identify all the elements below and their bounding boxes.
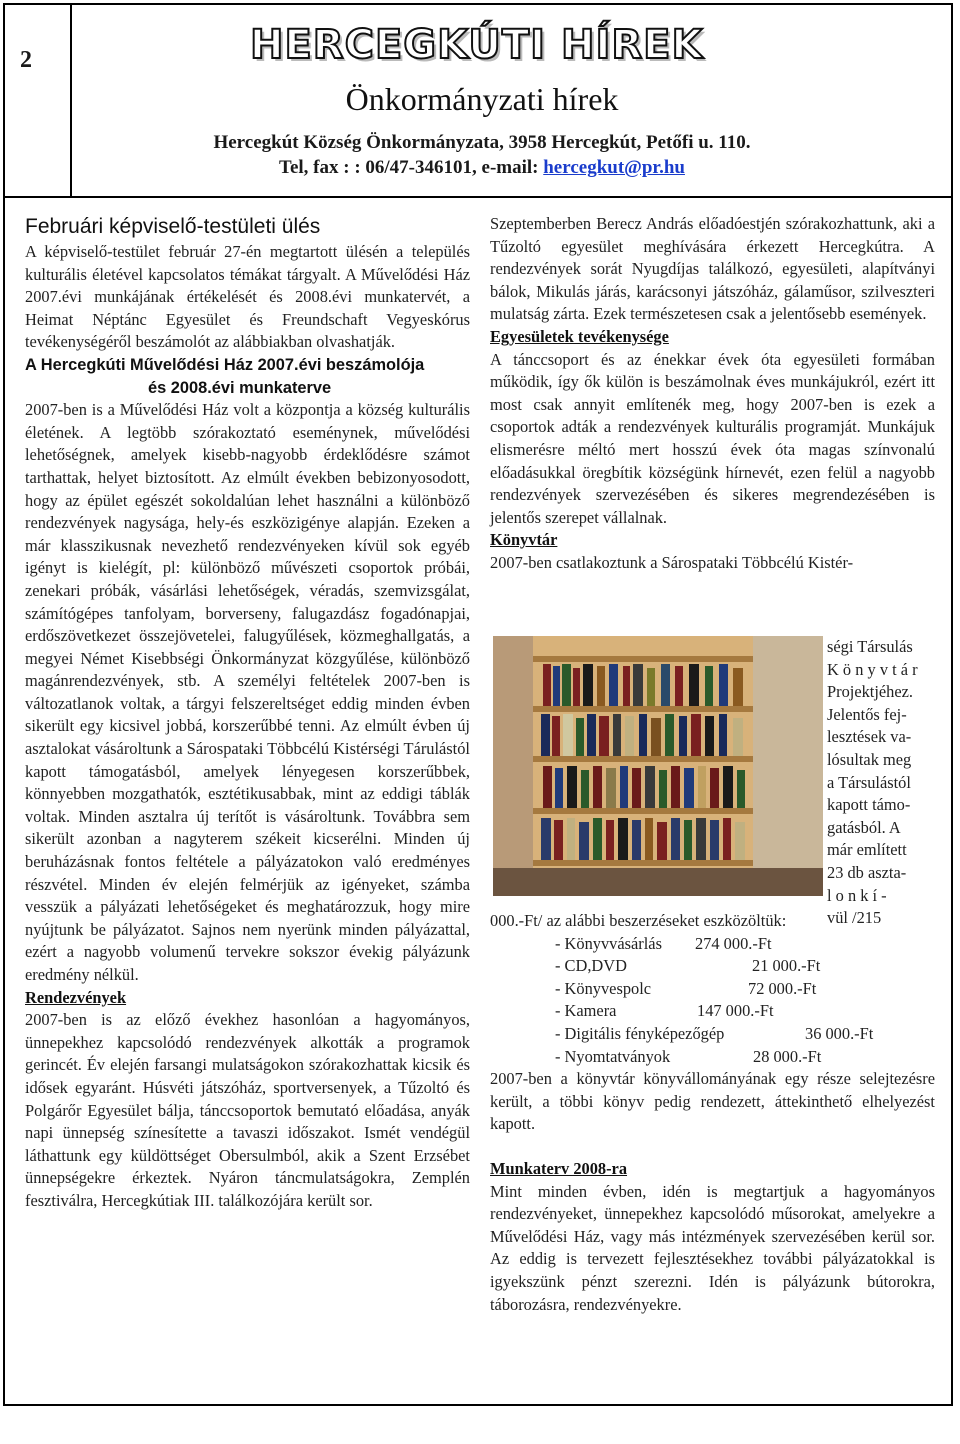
address-line: Hercegkút Község Önkormányzata, 3958 Hercegkút, Petőfi u. 110. bbox=[213, 132, 751, 153]
page-number: 2 bbox=[20, 47, 32, 73]
wrap-line: K ö n y v t á r bbox=[827, 659, 918, 679]
masthead-text: HERCEGKÚTI HÍREK bbox=[250, 22, 704, 68]
wrap-line: lesztések va- bbox=[827, 727, 912, 747]
plan-heading: Munkaterv 2008-ra bbox=[490, 1158, 628, 1178]
wrap-line: l o n k í - bbox=[827, 885, 887, 905]
library-photo bbox=[493, 636, 823, 896]
purchases-intro: 000.-Ft/ az alábbi beszerzéseket eszközöltük: bbox=[490, 911, 787, 930]
events-paragraph: 2007-ben is az előző évekhez hasonlóan a hagyományos, ünnepekhez kapcsolódó rendezvények alkották a programok gerincét. Év elején farsangi mulatságokon szórakozhattak kicsik és idősek egyaránt. Húsvéti játszóház, sportversenyek, a Tűzoltó és Polgárőr Egyesület bálja, tánccsoportok bemutató előadása, anyák napi ünnepség színesítette a tavaszi időszakot. Ismét vendégül láthattunk egy küldöttséget Obersulmból, akik a Szent Erzsébet ünnepségekre érkeztek. Nyáron táncmulatságokra, Zemplén fesztiválra, Hercegkútiak III. találkozójára került sor. bbox=[25, 1010, 470, 1210]
library-wrap-text bbox=[827, 636, 935, 930]
purchase-amount: 28 000.-Ft bbox=[753, 1046, 822, 1066]
events-continued-paragraph: Szeptemberben Berecz András előadóestjén szórakozhattunk, aki a Tűzoltó egyesület meghívására érkezett Hercegkútra. A rendezvények sorát Nyugdíjas találkozó, egyesületi, alapítványi bálok, Mikulás járás, karácsonyi játszóház, gálaműsor, szilveszteri mulatság zárta. Ezek természetesen csak a jelentősebb események. bbox=[490, 214, 935, 324]
purchase-item bbox=[490, 1000, 935, 1023]
library-intro: 2007-ben csatlakoztunk a Sárospataki Többcélú Kistér- bbox=[490, 552, 854, 572]
purchase-label: - Digitális fényképezőgép bbox=[555, 1023, 725, 1043]
associations-heading: Egyesületek tevékenysége bbox=[490, 326, 669, 346]
purchase-amount: 274 000.-Ft bbox=[695, 933, 772, 953]
purchase-item bbox=[490, 933, 935, 956]
header-divider-horizontal bbox=[3, 196, 953, 198]
library-outro: 2007-ben a könyvtár könyvállományának egy része selejtezésre került, a többi könyv pedig rendezett, áttekinthető elhelyezést kapott. bbox=[490, 1069, 935, 1134]
purchase-amount: 21 000.-Ft bbox=[752, 956, 821, 976]
contact-line bbox=[72, 155, 892, 180]
report-paragraph: 2007-ben is a Művelődési Ház volt a központja a község kulturális életének. A legtöbb szórakoztató eseménynek, művelődési lehetőségnek, amelyek kisebb-nagyobb érdeklődésre számot tarthattak, helyet biztosított. Az elmúlt években bebizonyosodott, hogy az épület egészét sokoldalúan lehet használni a különböző rendezvények nagysága, hely-és eszközigénye alapján. Ezeken a már klasszikusnak nevezhető rendezvényeken kívül sok egyéb igényt is kielégít, pl: különböző művészeti csoportok próbái, zenekari próbák, vásárlási lehetőségek, véradás, szemvizsgálat, számítógépes tanfolyam, borverseny, falugazdász fogadónapjai, erdőszövetkezet összejövetelei, falugyűlések, közmeghallgatás, a megyei Német Kisebbségi Önkormányzat közgyűlése, különböző magánrendezvények, stb. A személyi feltételek 2007-ben is változatlanok voltak, a tárgyi felszereltséget eddig minden évben sikerült egy kicsivel jobbá, korszerűbbé tenni. Az elmúlt évben új asztalokat vásároltunk a Sárospataki Többcélú Kistérségi Tárulástól kapott támogatásból, amelyek lényegesen korszerűbbek, könnyebben mozgathatók, esztétikusabbak, mint az eddigi táblák voltak. Minden asztalra új terítőt is vásároltunk. Továbbra sem sikerült azonban a nagyterem székeit kicserélni. Minden új beruházásnak fontos feltétele a pályázatokon való eredményes részvétel. Minden év elején felmérjük az igényeket, számba vesszük a pályázati lehetőségeket és meghatározzuk, hogy mire nyújtunk be pályázatot. Sajnos nem nyerünk minden pályázattal, ezért a nagyobb volumenű tervekre sokszor évekig pályázunk eredmény nélkül. bbox=[25, 400, 470, 984]
wrap-line: lósultak meg bbox=[827, 749, 912, 769]
plan-paragraph: Mint minden évben, idén is megtartjuk a hagyományos rendezvényeket, ünnepekhez kapcsolódó műsorokat, amelyekre a Művelődési Ház, vagy más intézmények szervezésében kerül sor. Az eddig is tervezett fejlesztésekhez további pályázatokkal is igyekszünk pénzt szerezni. Idén is pályázunk bútorokra, táborozásra, rendezvényekre. bbox=[490, 1181, 935, 1314]
purchase-amount: 147 000.-Ft bbox=[697, 1001, 774, 1021]
purchase-label: - Könyvvásárlás bbox=[555, 933, 662, 953]
purchase-amount: 36 000.-Ft bbox=[805, 1023, 874, 1043]
intro-paragraph: A képviselő-testület február 27-én megtartott ülésén a település kulturális életével kapcsolatos témákat tárgyalt. A Művelődési Ház 2007.évi munkájának értékelését és 2008.évi munkatervét, a Heimat Néptánc Egyesület és Freundschaft Vegyeskórus tevékenységéről beszámolót az alábbiakban olvashatják. bbox=[25, 242, 470, 352]
wrap-line: vül /215 bbox=[827, 908, 882, 928]
spacer bbox=[490, 1136, 935, 1158]
wrap-line: ségi Társulás bbox=[827, 637, 913, 656]
wrap-line: Projektjéhez. bbox=[827, 682, 914, 702]
contact-phone: Tel, fax : : 06/47-346101, e-mail: bbox=[279, 157, 544, 178]
email-link[interactable]: hercegkut@pr.hu bbox=[543, 157, 685, 178]
events-heading: Rendezvények bbox=[25, 987, 127, 1007]
wrap-line: kapott támo- bbox=[827, 795, 911, 815]
purchase-item bbox=[490, 1046, 935, 1069]
library-continued bbox=[490, 910, 935, 1316]
left-column bbox=[25, 213, 470, 1213]
purchase-label: - CD,DVD bbox=[555, 956, 627, 976]
wrap-line: már említett bbox=[827, 840, 907, 860]
article-heading: Februári képviselő-testületi ülés bbox=[25, 215, 321, 238]
right-column bbox=[490, 213, 935, 575]
report-title: A Hercegkúti Művelődési Ház 2007.évi beszámolója bbox=[25, 355, 425, 374]
associations-paragraph: A tánccsoport és az énekkar évek óta egyesületi formában működik, így ők külön is beszámolnak éves munkájukról, ezért itt most csak annyit említenék meg, hogy 2007-ben is ezek a csoportok adták a rendezvények kulturális programját. Munkájuk elismerésre méltó mert hosszú évek óta magas színvonalú előadásukkal öregbítik községünk hírnevét, ezen felül a nagyobb rendezvények szervezésében és sikeres megrendezésében is jelentős szerepet vállalnak. bbox=[490, 349, 935, 527]
report-subtitle: és 2008.évi munkaterve bbox=[148, 378, 332, 397]
purchase-item bbox=[490, 1023, 935, 1046]
purchase-label: - Könyvespolc bbox=[555, 978, 652, 998]
wrap-line: Jelentős fej- bbox=[827, 704, 907, 724]
purchase-amount: 72 000.-Ft bbox=[748, 978, 817, 998]
wrap-line: 23 db aszta- bbox=[827, 862, 907, 882]
purchase-label: - Nyomtatványok bbox=[555, 1046, 671, 1066]
purchase-item bbox=[490, 978, 935, 1001]
bookshelves-image bbox=[493, 636, 823, 896]
library-heading: Könyvtár bbox=[490, 530, 558, 550]
masthead-logo bbox=[250, 18, 704, 72]
wrap-line: gatásból. A bbox=[827, 817, 901, 837]
purchase-label: - Kamera bbox=[555, 1001, 617, 1021]
wrap-line: a Társulástól bbox=[827, 772, 911, 792]
purchase-item bbox=[490, 955, 935, 978]
section-title: Önkormányzati hírek bbox=[345, 81, 619, 117]
